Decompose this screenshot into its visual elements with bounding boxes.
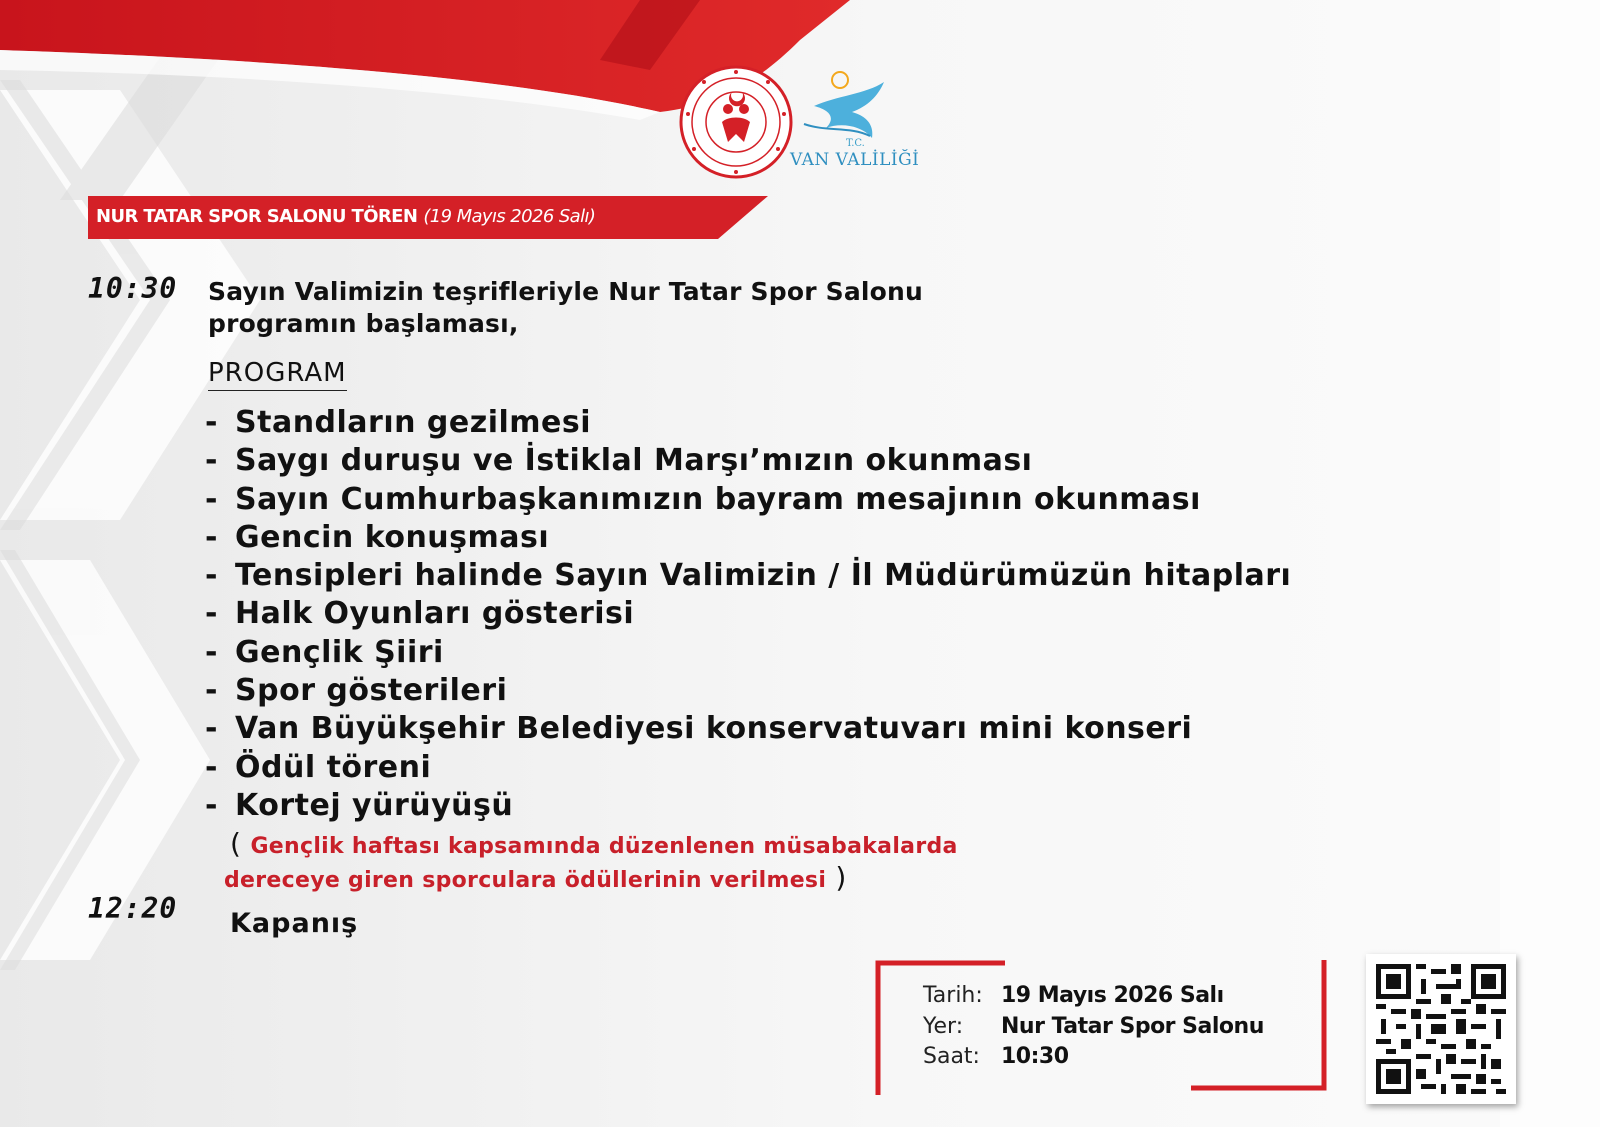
list-item: - Gençlik Şiiri [205, 634, 444, 670]
banner-date: (19 Mayıs 2026 Salı) [423, 206, 596, 227]
end-time: 12:20 [88, 892, 178, 925]
list-item: - Kortej yürüyüşü [205, 787, 514, 823]
info-date-row [923, 981, 1264, 1012]
info-place-row [923, 1012, 1264, 1043]
award-note: ( Gençlik haftası kapsamında düzenlenen müsabakalarda dereceye giren sporculara ödüllerinin verilmesi ) [224, 827, 958, 894]
list-item: - Tensipleri halinde Sayın Valimizin / İl Müdürümüzün hitapları [205, 558, 1292, 594]
list-item: - Spor gösterileri [205, 673, 508, 709]
intro-text [208, 276, 923, 340]
ministry-seal-icon [678, 64, 794, 180]
place-value: Nur Tatar Spor Salonu [1001, 1013, 1264, 1039]
list-item: - Ödül töreni [205, 749, 432, 785]
date-value: 19 Mayıs 2026 Salı [1001, 983, 1224, 1008]
closing-label: Kapanış [230, 908, 359, 939]
intro-line-2: programın başlaması, [208, 309, 519, 338]
info-time-row [923, 1042, 1264, 1073]
list-item: - Halk Oyunları gösterisi [205, 596, 635, 632]
event-banner [88, 196, 768, 239]
time-value: 10:30 [1001, 1044, 1069, 1069]
start-time: 10:30 [88, 272, 178, 305]
list-item: - Standların gezilmesi [205, 405, 592, 440]
time-label: Saat: [923, 1044, 980, 1069]
van-valiligi-label: VAN VALİLİĞİ [790, 150, 920, 170]
note-line-1: Gençlik haftası kapsamında düzenlenen müsabakalarda [250, 834, 958, 859]
note-line-2: dereceye giren sporculara ödüllerinin verilmesi [224, 868, 827, 893]
program-list [205, 404, 1291, 825]
list-item: - Van Büyükşehir Belediyesi konservatuvarı mini konseri [205, 711, 1193, 747]
van-tc-label: T.C. [846, 138, 865, 149]
banner-title: NUR TATAR SPOR SALONU TÖREN [96, 206, 418, 227]
list-item: - Gencin konuşması [205, 519, 550, 555]
event-info [923, 981, 1264, 1073]
intro-line-1: Sayın Valimizin teşrifleriyle Nur Tatar Spor Salonu [208, 277, 924, 306]
place-label: Yer: [923, 1013, 964, 1039]
list-item: - Saygı duruşu ve İstiklal Marşı’mızın okunması [205, 443, 1033, 479]
date-label: Tarih: [923, 983, 983, 1008]
list-item: - Sayın Cumhurbaşkanımızın bayram mesajının okunması [205, 481, 1201, 517]
qr-code-icon[interactable] [1366, 954, 1516, 1104]
program-heading: PROGRAM [208, 358, 347, 391]
